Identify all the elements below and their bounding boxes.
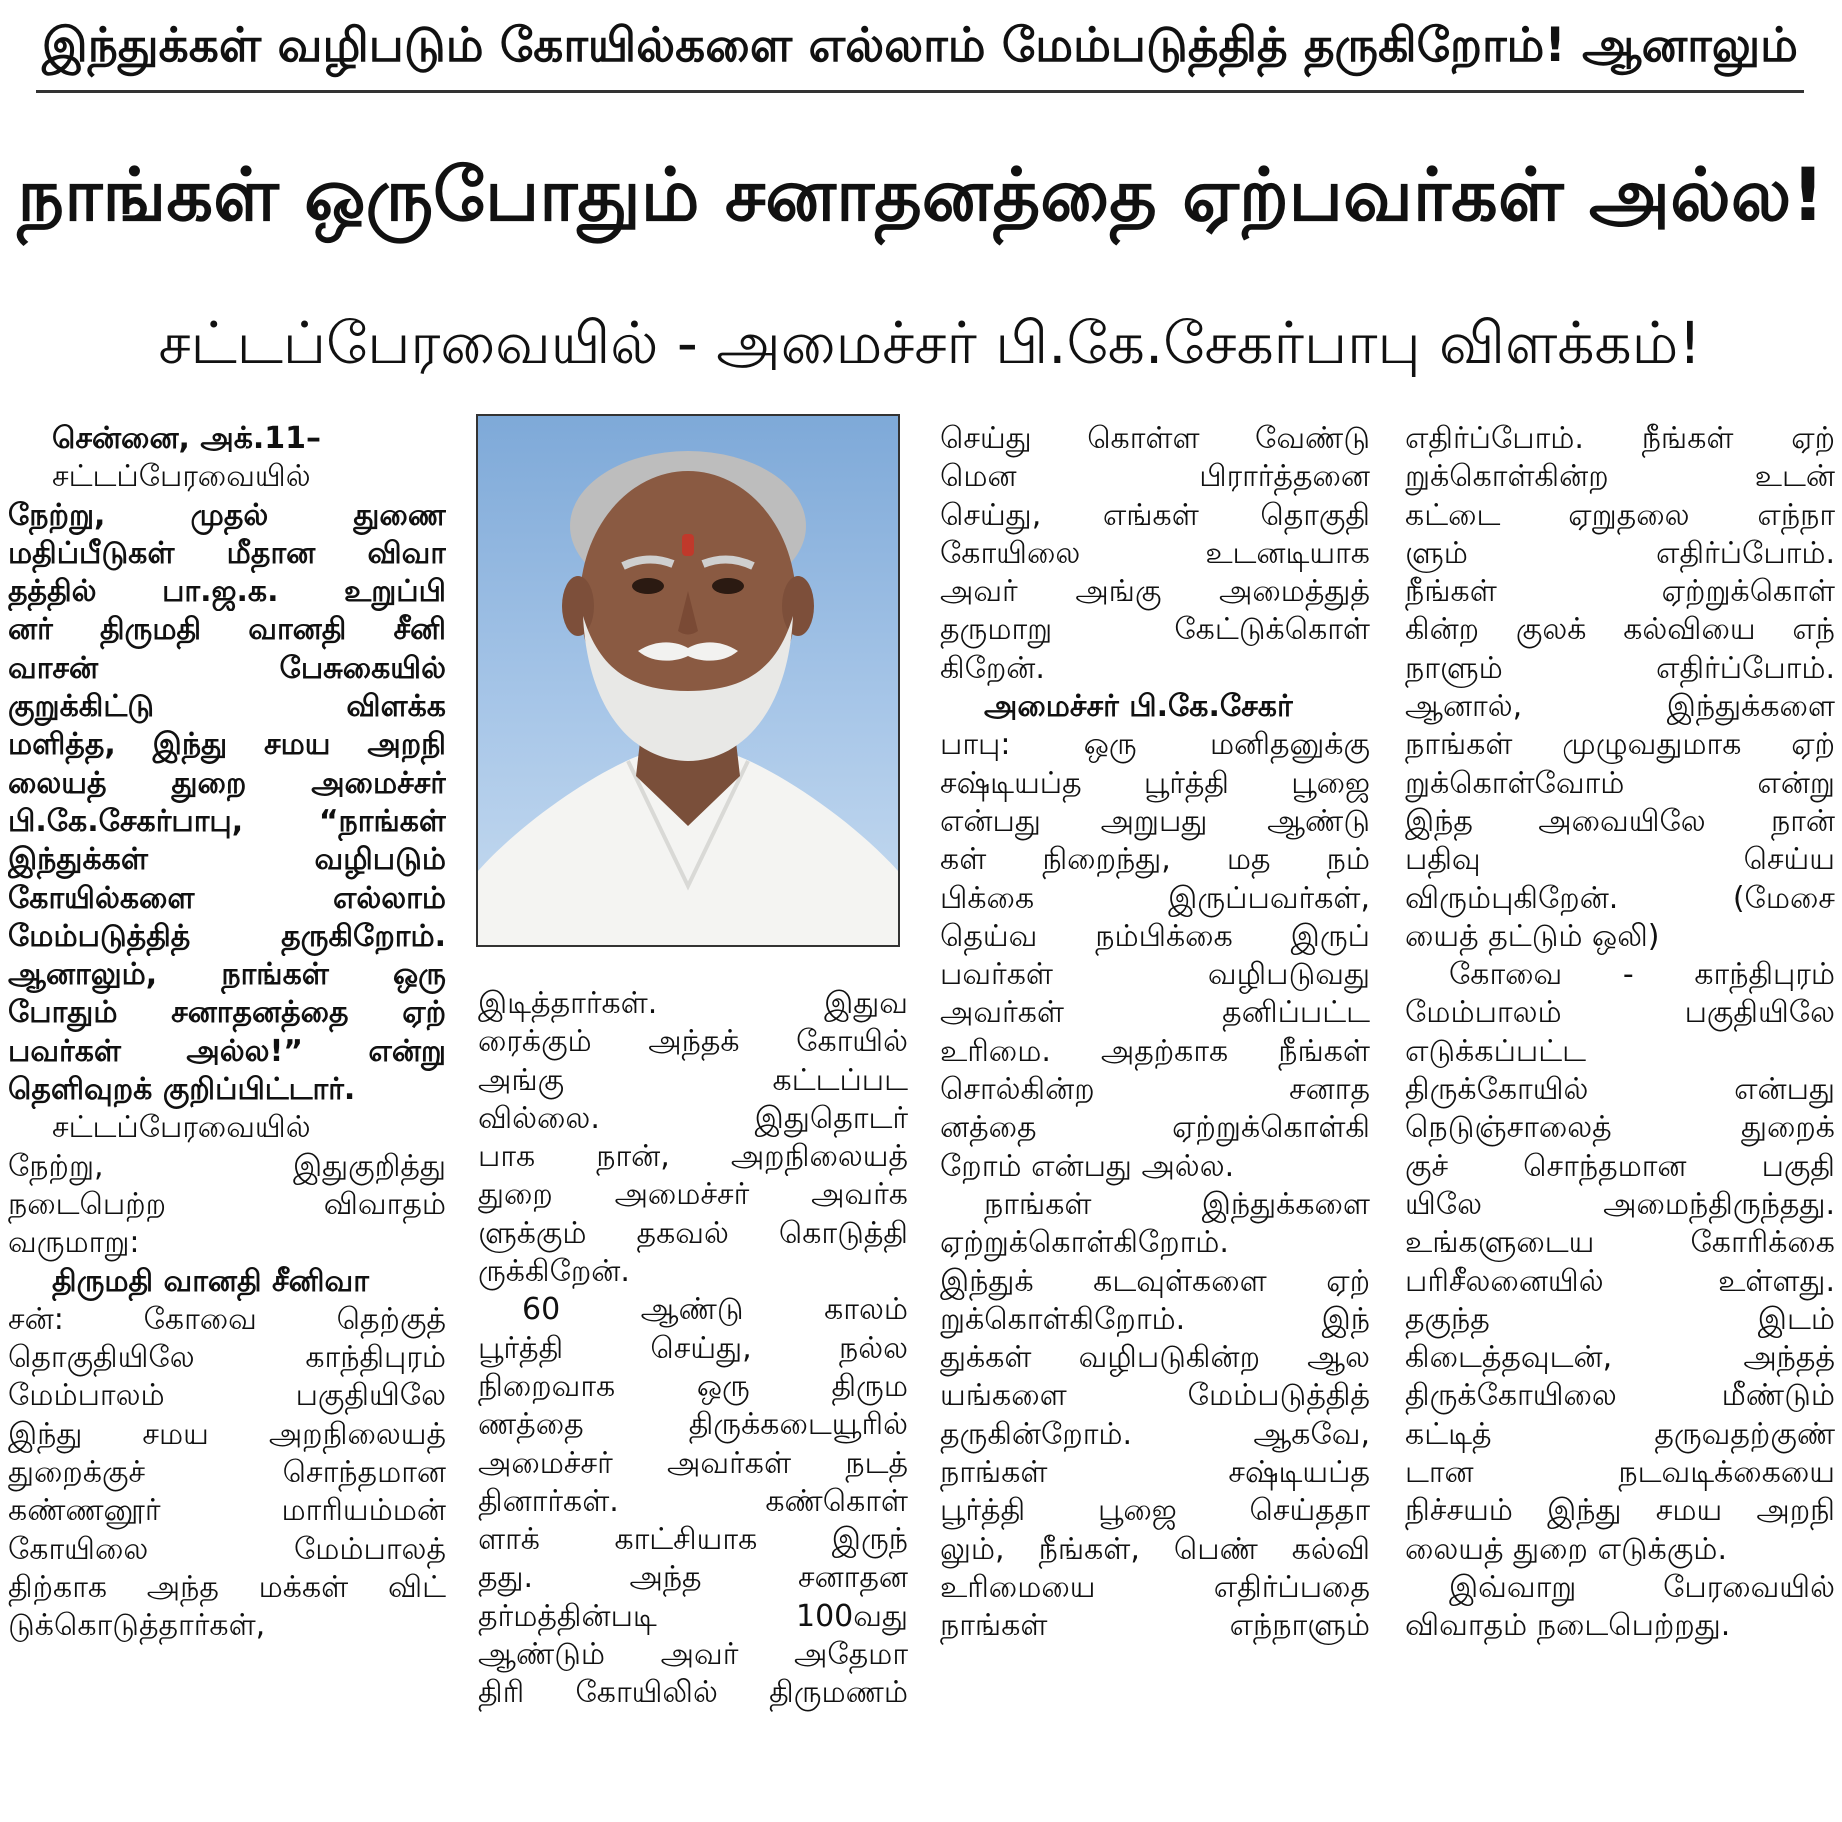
column-line: கள் நிறைந்து, மத நம் bbox=[940, 842, 1370, 878]
column-line: திரி கோயிலில் திருமணம் bbox=[478, 1675, 908, 1711]
column-line: இந்த அவையிலே நான் bbox=[1405, 803, 1835, 839]
column-line: தெளிவுறக் குறிப்பிட்டார். bbox=[8, 1072, 356, 1108]
column-line: ஆண்டும் அவர் அதேமா bbox=[478, 1637, 908, 1673]
column-line: பாபு: ஒரு மனிதனுக்கு bbox=[940, 727, 1370, 763]
column-line: போதும் சனாதனத்தை ஏற் bbox=[8, 995, 446, 1031]
column-line: செய்து கொள்ள வேண்டு bbox=[940, 421, 1370, 456]
column-line: கட்டை ஏறுதலை எந்நா bbox=[1405, 497, 1835, 533]
column-line: இடித்தார்கள். இதுவ bbox=[478, 986, 908, 1021]
column-line: துறைக்குச் சொந்தமான bbox=[8, 1455, 446, 1491]
column-line: நாங்கள் சஷ்டியப்த bbox=[940, 1455, 1370, 1491]
column-line: குறுக்கிட்டு விளக்க bbox=[8, 689, 446, 725]
column-line: நிறைவாக ஒரு திரும bbox=[478, 1368, 908, 1404]
column-line: தருமாறு கேட்டுக்கொள் bbox=[940, 612, 1370, 648]
column-line: னர் திருமதி வானதி சீனி bbox=[8, 612, 446, 648]
column-line: தொகுதியிலே காந்திபுரம் bbox=[8, 1340, 446, 1376]
column-line: திற்காக அந்த மக்கள் விட் bbox=[8, 1569, 446, 1605]
column-line: இந்து சமய அறநிலையத் bbox=[8, 1416, 446, 1452]
column-line: திருக்கோயில் என்பது bbox=[1405, 1072, 1835, 1108]
column-line: கோயில்களை எல்லாம் bbox=[8, 880, 446, 916]
column-line: றுக்கொள்வோம் என்று bbox=[1405, 765, 1835, 801]
column-line: கண்ணனூர் மாரியம்மன் bbox=[8, 1493, 446, 1529]
kicker-headline: இந்துக்கள் வழிபடும் கோயில்களை எல்லாம் மேம்படுத்தித் தருகிறோம்! ஆனாலும் bbox=[42, 17, 1798, 73]
column-line: துறை அமைச்சர் அவர்க bbox=[478, 1177, 908, 1213]
column-line: செய்து, எங்கள் தொகுதி bbox=[940, 497, 1370, 533]
main-headline: நாங்கள் ஒருபோதும் சனாதனத்தை ஏற்பவர்கள் அல்ல! bbox=[17, 152, 1825, 238]
column-line: லும், நீங்கள், பெண் கல்வி bbox=[940, 1531, 1370, 1567]
column-line: றோம் என்பது அல்ல. bbox=[940, 1148, 1235, 1184]
column-line: உரிமையை எதிர்ப்பதை bbox=[940, 1569, 1370, 1605]
article-column-4 bbox=[1405, 420, 1835, 1646]
column-line: கோயிலை மேம்பாலத் bbox=[8, 1531, 446, 1567]
column-line: டுக்கொடுத்தார்கள், bbox=[8, 1608, 266, 1644]
column-line: இந்துக்கள் வழிபடும் bbox=[8, 842, 446, 878]
column-line: சன்: கோவை தெற்குத் bbox=[8, 1301, 446, 1337]
column-line: இவ்வாறு பேரவையில் bbox=[1449, 1569, 1835, 1605]
column-line: ளும் எதிர்ப்போம். bbox=[1405, 535, 1835, 571]
column-line: அவர் அங்கு அமைத்துத் bbox=[940, 574, 1370, 610]
column-line: கிடைத்தவுடன், அந்தத் bbox=[1405, 1340, 1835, 1376]
column-line: சட்டப்பேரவையில் bbox=[52, 1110, 311, 1146]
column-line: உரிமை. அதற்காக நீங்கள் bbox=[940, 1033, 1370, 1069]
column-line: பிக்கை இருப்பவர்கள், bbox=[940, 880, 1370, 916]
column-line: மளித்த, இந்து சமய அறநி bbox=[8, 727, 446, 763]
column-line: எதிர்ப்போம். நீங்கள் ஏற் bbox=[1405, 421, 1835, 456]
column-line: நேற்று, முதல் துணை bbox=[8, 497, 446, 533]
column-line: றுக்கொள்கிறோம். இந் bbox=[940, 1301, 1370, 1337]
column-line: அமைச்சர் அவர்கள் நடத் bbox=[478, 1445, 908, 1481]
column-line: பவர்கள் அல்ல!” என்று bbox=[8, 1033, 446, 1069]
column-line: வில்லை. இதுதொடர் bbox=[478, 1100, 908, 1136]
column-line: ருக்கிறேன். bbox=[478, 1254, 630, 1290]
column-line: பி.கே.சேகர்பாபு, “நாங்கள் bbox=[8, 803, 446, 839]
column-line: குச் சொந்தமான பகுதி bbox=[1405, 1148, 1835, 1184]
column-line: கோயிலை உடனடியாக bbox=[940, 535, 1370, 571]
column-line: பவர்கள் வழிபடுவது bbox=[940, 957, 1370, 993]
column-line: சொல்கின்ற சனாத bbox=[940, 1072, 1370, 1108]
sub-headline: சட்டப்பேரவையில் - அமைச்சர் பி.கே.சேகர்பாபு விளக்கம்! bbox=[158, 309, 1702, 377]
column-line: தர்மத்தின்படி 100வது bbox=[478, 1598, 908, 1634]
column-line: மென பிரார்த்தனை bbox=[940, 459, 1370, 495]
column-line: கட்டித் தருவதற்குண் bbox=[1405, 1416, 1835, 1452]
column-line: நிச்சயம் இந்து சமய அறநி bbox=[1405, 1493, 1835, 1529]
column-line: ணத்தை திருக்கடையூரில் bbox=[478, 1407, 908, 1443]
column-line: நாளும் எதிர்ப்போம். bbox=[1405, 650, 1835, 686]
column-line: 60 ஆண்டு காலம் bbox=[522, 1292, 908, 1328]
column-line: யைத் தட்டும் ஒலி) bbox=[1405, 918, 1660, 954]
column-line: தெய்வ நம்பிக்கை இருப் bbox=[940, 918, 1370, 954]
column-line: லையத் துறை எடுக்கும். bbox=[1405, 1531, 1727, 1567]
column-line: கிறேன். bbox=[940, 650, 1045, 686]
column-line: சஷ்டியப்த பூர்த்தி பூஜை bbox=[940, 765, 1370, 801]
column-line: மேம்பாலம் பகுதியிலே bbox=[1405, 995, 1835, 1031]
column-line: வருமாறு: bbox=[8, 1225, 140, 1261]
column-line: னத்தை ஏற்றுக்கொள்கி bbox=[940, 1110, 1370, 1146]
column-line: மேம்படுத்தித் தருகிறோம். bbox=[8, 918, 446, 954]
column-line: விவாதம் நடைபெற்றது. bbox=[1405, 1608, 1731, 1644]
column-line: ளாக் காட்சியாக இருந் bbox=[478, 1522, 908, 1558]
column-line: நாங்கள் இந்துக்களை bbox=[984, 1186, 1370, 1222]
article-column-3 bbox=[940, 420, 1370, 1646]
column-line: உங்களுடைய கோரிக்கை bbox=[1405, 1225, 1835, 1261]
column-line: எடுக்கப்பட்ட bbox=[1405, 1033, 1586, 1069]
column-line: நடைபெற்ற விவாதம் bbox=[8, 1186, 446, 1222]
column-line: கோவை - காந்திபுரம் bbox=[1449, 957, 1835, 993]
column-line: நாங்கள் எந்நாளும் bbox=[940, 1608, 1370, 1644]
column-line: றுக்கொள்கின்ற உடன் bbox=[1405, 459, 1835, 495]
column-line: விரும்புகிறேன். (மேசை bbox=[1405, 880, 1835, 916]
column-line: கின்ற குலக் கல்வியை எந் bbox=[1405, 612, 1835, 648]
column-line: தருகின்றோம். ஆகவே, bbox=[940, 1416, 1370, 1452]
column-line: தகுந்த இடம் bbox=[1405, 1301, 1835, 1337]
column-line: யங்களை மேம்படுத்தித் bbox=[940, 1378, 1370, 1414]
column-line: மேம்பாலம் பகுதியிலே bbox=[8, 1378, 446, 1414]
column-line: தது. அந்த சனாதன bbox=[478, 1560, 908, 1596]
column-line: மதிப்பீடுகள் மீதான விவா bbox=[8, 535, 446, 571]
column-line: பூர்த்தி செய்து, நல்ல bbox=[478, 1330, 908, 1366]
column-line: என்பது அறுபது ஆண்டு bbox=[940, 803, 1370, 839]
column-line: பதிவு செய்ய bbox=[1405, 842, 1835, 878]
column-line: தினார்கள். கண்கொள் bbox=[478, 1483, 908, 1519]
column-line: பூர்த்தி பூஜை செய்ததா bbox=[940, 1493, 1370, 1529]
column-line: நாங்கள் முழுவதுமாக ஏற் bbox=[1405, 727, 1835, 763]
column-line: ஏற்றுக்கொள்கிறோம். bbox=[940, 1225, 1229, 1261]
column-line: நெடுஞ்சாலைத் துறைக் bbox=[1405, 1110, 1835, 1146]
column-line: ஆனால், இந்துக்களை bbox=[1405, 689, 1835, 725]
column-line: திருமதி வானதி சீனிவா bbox=[52, 1263, 369, 1299]
headline-divider bbox=[36, 90, 1804, 93]
column-line: அங்கு கட்டப்பட bbox=[478, 1062, 908, 1098]
column-line: லையத் துறை அமைச்சர் bbox=[8, 765, 446, 801]
column-line: திருக்கோயிலை மீண்டும் bbox=[1405, 1378, 1835, 1414]
column-line: யிலே அமைந்திருந்தது. bbox=[1405, 1186, 1835, 1222]
column-line: அவர்கள் தனிப்பட்ட bbox=[940, 995, 1370, 1031]
article-column-1 bbox=[8, 420, 446, 1646]
column-line: நேற்று, இதுகுறித்து bbox=[8, 1148, 446, 1184]
minister-photo bbox=[476, 414, 900, 947]
column-line: டான நடவடிக்கையை bbox=[1405, 1455, 1835, 1491]
column-line: சட்டப்பேரவையில் bbox=[52, 459, 311, 495]
column-line: பாக நான், அறநிலையத் bbox=[478, 1139, 908, 1175]
column-line: சென்னை, அக்.11– bbox=[52, 421, 322, 456]
column-line: வாசன் பேசுகையில் bbox=[8, 650, 446, 686]
column-line: ஆனாலும், நாங்கள் ஒரு bbox=[8, 957, 446, 993]
column-line: துக்கள் வழிபடுகின்ற ஆல bbox=[940, 1340, 1370, 1376]
column-line: இந்துக் கடவுள்களை ஏற் bbox=[940, 1263, 1370, 1299]
column-line: தத்தில் பா.ஜ.க. உறுப்பி bbox=[8, 574, 446, 610]
column-line: அமைச்சர் பி.கே.சேகர் bbox=[984, 689, 1293, 725]
column-line: ளுக்கும் தகவல் கொடுத்தி bbox=[478, 1215, 908, 1251]
column-line: நீங்கள் ஏற்றுக்கொள் bbox=[1405, 574, 1835, 610]
column-line: பரிசீலனையில் உள்ளது. bbox=[1405, 1263, 1835, 1299]
column-line: ரைக்கும் அந்தக் கோயில் bbox=[478, 1024, 908, 1060]
article-column-2 bbox=[478, 985, 908, 1713]
